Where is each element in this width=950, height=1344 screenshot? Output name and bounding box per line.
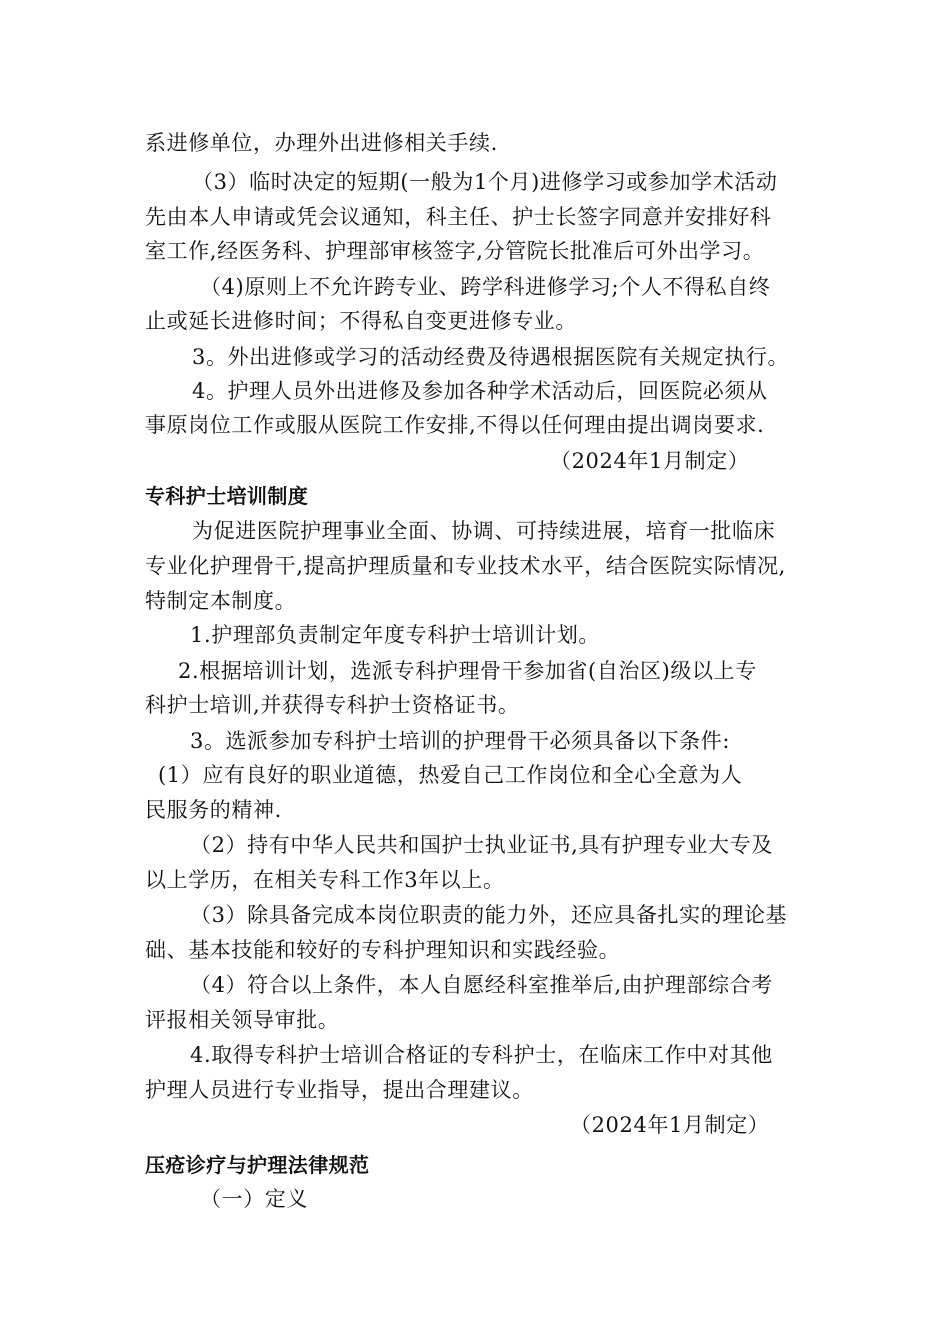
date-note: （2024年1月制定） — [570, 1113, 770, 1137]
paragraph-line: 室工作,经医务科、护理部审核签字,分管院长批准后可外出学习。 — [145, 239, 765, 263]
paragraph-line: 为促进医院护理事业全面、协调、可持续进展，培育一批临床 — [192, 519, 776, 543]
paragraph-line: 科护士培训,并获得专科护士资格证书。 — [145, 693, 520, 717]
paragraph-line: 4。护理人员外出进修及参加各种学术活动后，回医院必须从 — [192, 379, 768, 403]
paragraph-line: (1）应有良好的职业道德，热爱自己工作岗位和全心全意为人 — [158, 763, 743, 787]
paragraph-line: （3）临时决定的短期(一般为1个月)进修学习或参加学术活动 — [192, 170, 778, 194]
paragraph-line: （4）符合以上条件，本人自愿经科室推举后,由护理部综合考 — [190, 973, 773, 997]
subheading: （一）定义 — [200, 1187, 308, 1211]
paragraph-line: 专业化护理骨干,提高护理质量和专业技术水平，结合医院实际情况, — [145, 554, 786, 578]
date-note: （2024年1月制定） — [550, 449, 750, 473]
paragraph-line: 评报相关领导审批。 — [145, 1008, 340, 1032]
paragraph-line: 3。外出进修或学习的活动经费及待遇根据医院有关规定执行。 — [192, 345, 790, 369]
paragraph-line: 止或延长进修时间；不得私自变更进修专业。 — [145, 309, 577, 333]
paragraph-line: 2.根据培训计划，选派专科护理骨干参加省(自治区)级以上专 — [178, 659, 757, 683]
paragraph-line: 事原岗位工作或服从医院工作安排,不得以任何理由提出调岗要求. — [145, 413, 765, 437]
paragraph-line: 1.护理部负责制定年度专科护士培训计划。 — [190, 623, 601, 647]
paragraph-line: （4)原则上不允许跨专业、跨学科进修学习;个人不得私自终 — [200, 275, 771, 299]
paragraph-line: 础、基本技能和较好的专科护理知识和实践经验。 — [145, 938, 621, 962]
section-title: 专科护士培训制度 — [145, 484, 309, 508]
paragraph-line: 系进修单位，办理外出进修相关手续. — [145, 131, 498, 155]
paragraph-line: 3。选派参加专科护士培训的护理骨干必须具备以下条件: — [190, 729, 731, 753]
paragraph-line: 先由本人申请或凭会议通知，科主任、护士长签字同意并安排好科 — [145, 205, 772, 229]
paragraph-line: （3）除具备完成本岗位职责的能力外，还应具备扎实的理论基 — [190, 903, 788, 927]
paragraph-line: 4.取得专科护士培训合格证的专科护士，在临床工作中对其他 — [190, 1043, 773, 1067]
paragraph-line: 民服务的精神. — [145, 798, 282, 822]
paragraph-line: 特制定本制度。 — [145, 589, 297, 613]
paragraph-line: （2）持有中华人民共和国护士执业证书,具有护理专业大专及 — [190, 833, 773, 857]
paragraph-line: 护理人员进行专业指导，提出合理建议。 — [145, 1078, 534, 1102]
paragraph-line: 以上学历，在相关专科工作3年以上。 — [145, 868, 505, 892]
section-title: 压疮诊疗与护理法律规范 — [145, 1153, 370, 1177]
